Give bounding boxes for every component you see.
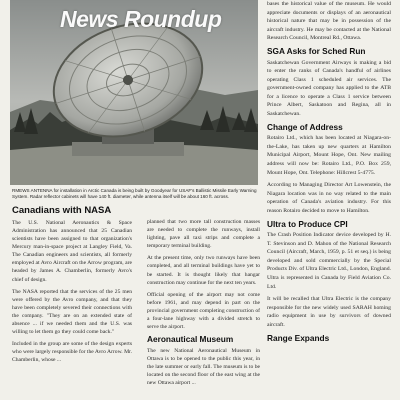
article-paragraph: It will be recalled that Ultra Electric is the company responsible for the new widely used SARAH homing radio equipment in use by survivors of downed aircraft.	[267, 296, 391, 328]
article-paragraph: Included in the group are some of the design experts who were largely responsible for the Avro Arrow. Mr. Chamberlin, whose ...	[12, 341, 132, 364]
photo-caption: RMEWS ANTENNA for installation in Arctic Canada is being built by Goodyear for USAF's Ballistic Missile Early Warning System. Radar reflector cabinets will have 140 ft. diameter, while antenna itself will be about 160 ft. across.	[12, 188, 257, 199]
article-paragraph: At the present time, only two runways have been completed, and all terminal buildings have yet to be started. It is thought likely that hangar construction may continue for the next ten years.	[147, 255, 260, 286]
section-heading: Range Expands	[267, 332, 330, 343]
article-paragraph: The U.S. National Aeronautics & Space Administration has announced that 25 Canadian scientists have been assigned to that organization's Mercury man-in-space project at Langley Field, Va. The Canadian engineers and scientists, all formerly employed at Avro Aircraft on the Arrow program, are headed by James A. Chamberlin, formerly Avro's chief of design.	[12, 219, 132, 283]
article-paragraph: The NASA reported that the services of the 25 men were offered by the Avro company, and that they have been completely severed their connections with the company. "They are on an extended state of absence ... if we needed them and the U.S. was willing to let them go they could come back."	[12, 288, 132, 336]
article-paragraph: planned that two more tall construction masses are needed to complete the runways, install lighting, pave all taxi strips and complete a temporary terminal building.	[147, 219, 260, 250]
article-paragraph: The Crash Position Indicator device developed by H. T. Stevinson and D. Mahon of the National Research Council (Aircraft, March, 1959, p. 51 et seq.) is being developed and sold commercially by the Special Products Div. of Ultra Electric Ltd., London, England. Ultra is represented in Canada by Field Aviation Co. Ltd.	[267, 232, 391, 290]
article-paragraph: The new National Aeronautical Museum in Ottawa is to be opened to the public this year, in the late summer or early fall. The museum is to be located on the second floor of the east wing at the new Ottawa airport ...	[147, 347, 260, 387]
section-heading: SGA Asks for Sched Run	[267, 45, 366, 56]
article-paragraph: Saskatchewan Government Airways is making a bid to enter the ranks of Canada's handful of airlines operating Class 1 scheduled air services. The government-owned company has applied to the ATB for a licence to operate a Class 1 service between Prince Albert, Saskatoon and Regina, all in Saskatchewan.	[267, 59, 391, 118]
article-paragraph: bases the historical value of the museum. He would appreciate documents or displays of an aeronautical historical nature that may be in possession of the aircraft industry. He may be contacted at the National Research Council, Montreal Rd., Ottawa.	[267, 1, 391, 42]
page-title: News Roundup	[60, 6, 222, 32]
article-paragraph: According to Managing Director Art Lowenstein, the Niagara location was in no way related to the main operation of Canada's aviation industry. For this reason Rotairo decided to move to Hamilton.	[267, 182, 391, 214]
left-column	[12, 206, 132, 400]
article-paragraph: Official opening of the airport may not come before 1961, and may depend in part on the provincial government completing construction of a four-lane highway with a divided stretch to serve the airport.	[147, 291, 260, 331]
section-heading: Change of Address	[267, 121, 343, 132]
article-paragraph: Rotairo Ltd., which has been located at Niagara-on-the-Lake, has taken up new quarters at Hamilton Municipal Airport, Mount Hope, Ont. New mailing address will now be: Rotairo Ltd., P.O. Box 259, Mount Hope, Ont. Telephone: Hillcrest 5-4775.	[267, 135, 391, 176]
section-heading: Canadians with NASA	[12, 206, 112, 216]
section-heading: Ultra to Produce CPI	[267, 218, 348, 229]
section-heading: Aeronautical Museum	[147, 334, 234, 345]
right-column	[267, 0, 391, 400]
middle-column	[147, 218, 260, 400]
